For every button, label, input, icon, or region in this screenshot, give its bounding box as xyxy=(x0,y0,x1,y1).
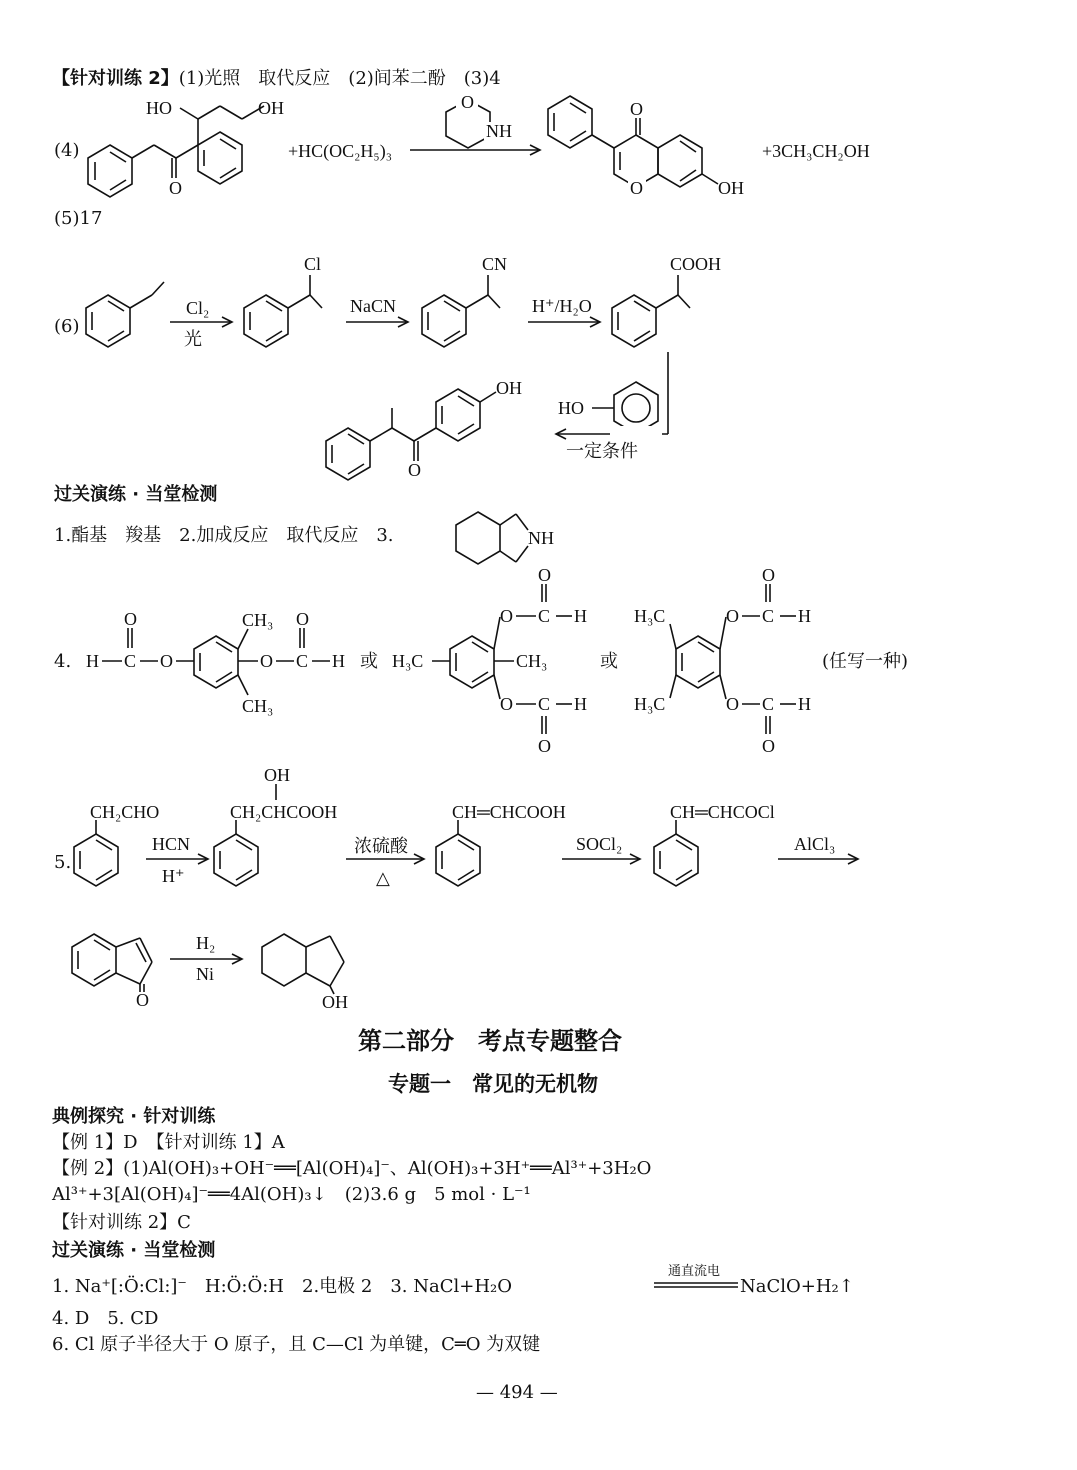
example-1: 【例 1】D 【针对训练 1】A xyxy=(52,1132,285,1153)
svg-text:CH₂CHCOOH: CH₂CHCOOH xyxy=(230,802,338,822)
svg-text:浓硫酸: 浓硫酸 xyxy=(354,836,408,856)
svg-text:AlCl₃: AlCl₃ xyxy=(794,834,836,854)
q4-reactant-structure xyxy=(88,98,284,198)
any-one-note: (任写一种) xyxy=(822,651,909,672)
svg-text:Ni: Ni xyxy=(196,964,214,984)
q4-label-2: 4. xyxy=(54,651,72,672)
test-answer-4-5: 4. D 5. CD xyxy=(52,1308,159,1329)
q5-aldehyde xyxy=(74,802,159,886)
svg-text:H: H xyxy=(332,651,345,671)
svg-text:H: H xyxy=(574,606,587,626)
svg-text:NH: NH xyxy=(486,121,512,141)
svg-text:O: O xyxy=(726,694,739,714)
q6-nitrile-compound xyxy=(422,254,507,347)
q5-acyl-chloride xyxy=(654,802,775,886)
q6-arrow-3 xyxy=(528,296,600,327)
svg-text:OH: OH xyxy=(322,992,348,1012)
svg-text:H⁺/H₂O: H⁺/H₂O xyxy=(532,296,592,316)
q5-arrow-1 xyxy=(146,834,208,886)
svg-text:H₃C: H₃C xyxy=(634,606,666,626)
q4-label: (4) xyxy=(54,140,80,161)
example-2a: 【例 2】(1)Al(OH)₃+OH⁻══[Al(OH)₄]⁻、Al(OH)₃+3H⁺══Al³⁺+3H₂O xyxy=(52,1158,652,1179)
isomer-1-structure xyxy=(86,609,345,716)
svg-text:O: O xyxy=(461,92,474,112)
svg-text:O: O xyxy=(538,565,551,585)
electrolysis-equals-sign xyxy=(654,1283,738,1287)
q4-byproduct: +3CH₃CH₂OH xyxy=(762,141,870,161)
svg-text:C: C xyxy=(762,694,775,714)
svg-text:CH₃: CH₃ xyxy=(242,696,274,716)
svg-text:NH: NH xyxy=(528,528,554,548)
q5-arrow-5 xyxy=(170,933,242,984)
or-text: 或 xyxy=(600,651,618,672)
svg-text:C: C xyxy=(762,606,775,626)
svg-text:OH: OH xyxy=(258,98,284,118)
svg-text:一定条件: 一定条件 xyxy=(566,441,638,461)
q6-arrow-1 xyxy=(170,298,232,349)
svg-text:△: △ xyxy=(376,868,390,888)
q4-carbonyl-o: O xyxy=(169,178,182,198)
svg-text:CH₂CHO: CH₂CHO xyxy=(90,802,160,822)
q6-chloro-compound xyxy=(244,254,322,347)
svg-text:C: C xyxy=(538,606,551,626)
q5-hydroxy-acid xyxy=(214,765,337,886)
svg-text:H: H xyxy=(574,694,587,714)
example-heading: 典例探究 · 针对训练 xyxy=(52,1106,216,1127)
or-text: 或 xyxy=(360,651,378,672)
svg-text:O: O xyxy=(538,736,551,756)
isomer-3-structure xyxy=(634,565,811,756)
svg-text:C: C xyxy=(538,694,551,714)
svg-text:O: O xyxy=(160,651,173,671)
svg-text:O: O xyxy=(136,990,149,1010)
svg-text:COOH: COOH xyxy=(670,254,722,274)
isomer-2-structure xyxy=(392,565,587,756)
svg-text:H₃C: H₃C xyxy=(392,651,424,671)
svg-text:H⁺: H⁺ xyxy=(162,866,185,886)
morpholine-structure xyxy=(410,92,540,155)
svg-text:C: C xyxy=(124,651,137,671)
svg-text:Cl₂: Cl₂ xyxy=(186,298,210,318)
svg-text:CN: CN xyxy=(482,254,508,274)
svg-text:HO: HO xyxy=(558,398,584,418)
test-line-1: 1.酯基 羧基 2.加成反应 取代反应 3. xyxy=(54,525,394,546)
page-number: — 494 — xyxy=(476,1382,558,1403)
q4-reagent: +HC(OC₂H₅)₃ xyxy=(288,141,392,161)
q5-arrow-2 xyxy=(346,836,424,888)
svg-text:O: O xyxy=(500,694,513,714)
svg-text:HCN: HCN xyxy=(152,834,191,854)
svg-text:OH: OH xyxy=(496,378,522,398)
q5-answer: (5)17 xyxy=(54,208,103,229)
svg-text:CH₃: CH₃ xyxy=(516,651,548,671)
isoflavone-product-structure xyxy=(548,96,744,198)
svg-text:O: O xyxy=(296,609,309,629)
svg-text:光: 光 xyxy=(184,329,202,349)
svg-text:C: C xyxy=(296,651,309,671)
topic1-title: 专题一 常见的无机物 xyxy=(388,1072,598,1096)
test-heading-2: 过关演练 · 当堂检测 xyxy=(52,1240,216,1261)
test-answer-3-product: NaClO+H₂↑ xyxy=(740,1276,854,1297)
test-answer-1: 1. Na⁺[:Ö:Cl:]⁻ H:Ö:Ö:H 2.电极 2 3. NaCl+H₂O xyxy=(52,1276,513,1297)
svg-text:O: O xyxy=(500,606,513,626)
q6-label: (6) xyxy=(54,316,80,337)
svg-text:OH: OH xyxy=(718,178,744,198)
training-2-heading: 【针对训练 2】 xyxy=(52,68,179,89)
svg-text:NaCN: NaCN xyxy=(350,296,396,316)
section-heading-test: 过关演练 · 当堂检测 xyxy=(54,484,218,505)
q6-final-ketone xyxy=(326,378,522,480)
svg-text:H: H xyxy=(798,606,811,626)
svg-text:O: O xyxy=(762,736,775,756)
svg-text:H₂: H₂ xyxy=(196,933,216,953)
svg-text:O: O xyxy=(260,651,273,671)
svg-text:HO: HO xyxy=(146,98,172,118)
svg-text:O: O xyxy=(630,99,643,119)
svg-text:OH: OH xyxy=(264,765,290,785)
svg-text:H: H xyxy=(86,651,99,671)
training-2-answers: (1)光照 取代反应 (2)间苯二酚 (3)4 xyxy=(178,68,501,89)
svg-text:CH═CHCOOH: CH═CHCOOH xyxy=(452,802,566,822)
svg-text:O: O xyxy=(630,178,643,198)
test-answer-6: 6. Cl 原子半径大于 O 原子，且 C—Cl 为单键，C═O 为双键 xyxy=(52,1334,541,1355)
training-2-answer: 【针对训练 2】C xyxy=(52,1212,191,1233)
svg-text:SOCl₂: SOCl₂ xyxy=(576,834,623,854)
q5-indenone xyxy=(72,934,152,1010)
q6-arrow-2 xyxy=(346,296,408,327)
svg-text:O: O xyxy=(762,565,775,585)
part2-title: 第二部分 考点专题整合 xyxy=(358,1026,622,1055)
q3-octahydroisoindole xyxy=(456,512,554,564)
svg-text:Cl: Cl xyxy=(304,254,322,274)
q5-label-2: 5. xyxy=(54,852,72,873)
q5-arrow-4 xyxy=(778,834,858,864)
q6-phenol xyxy=(558,382,662,438)
svg-text:CH═CHCOCl: CH═CHCOCl xyxy=(670,802,775,822)
svg-text:O: O xyxy=(726,606,739,626)
q5-arrow-3 xyxy=(562,834,640,864)
svg-text:H: H xyxy=(798,694,811,714)
svg-text:O: O xyxy=(124,609,137,629)
electrolysis-condition: 通直流电 xyxy=(668,1264,721,1279)
svg-text:CH₃: CH₃ xyxy=(242,610,274,630)
example-2b: Al³⁺+3[Al(OH)₄]⁻══4Al(OH)₃↓ (2)3.6 g 5 mol · L⁻¹ xyxy=(52,1184,531,1205)
svg-text:O: O xyxy=(408,460,421,480)
q5-hydrindanol xyxy=(262,934,348,1012)
q5-cinnamic-acid xyxy=(436,802,566,886)
svg-text:H₃C: H₃C xyxy=(634,694,666,714)
q6-ethylbenzene xyxy=(86,282,164,347)
